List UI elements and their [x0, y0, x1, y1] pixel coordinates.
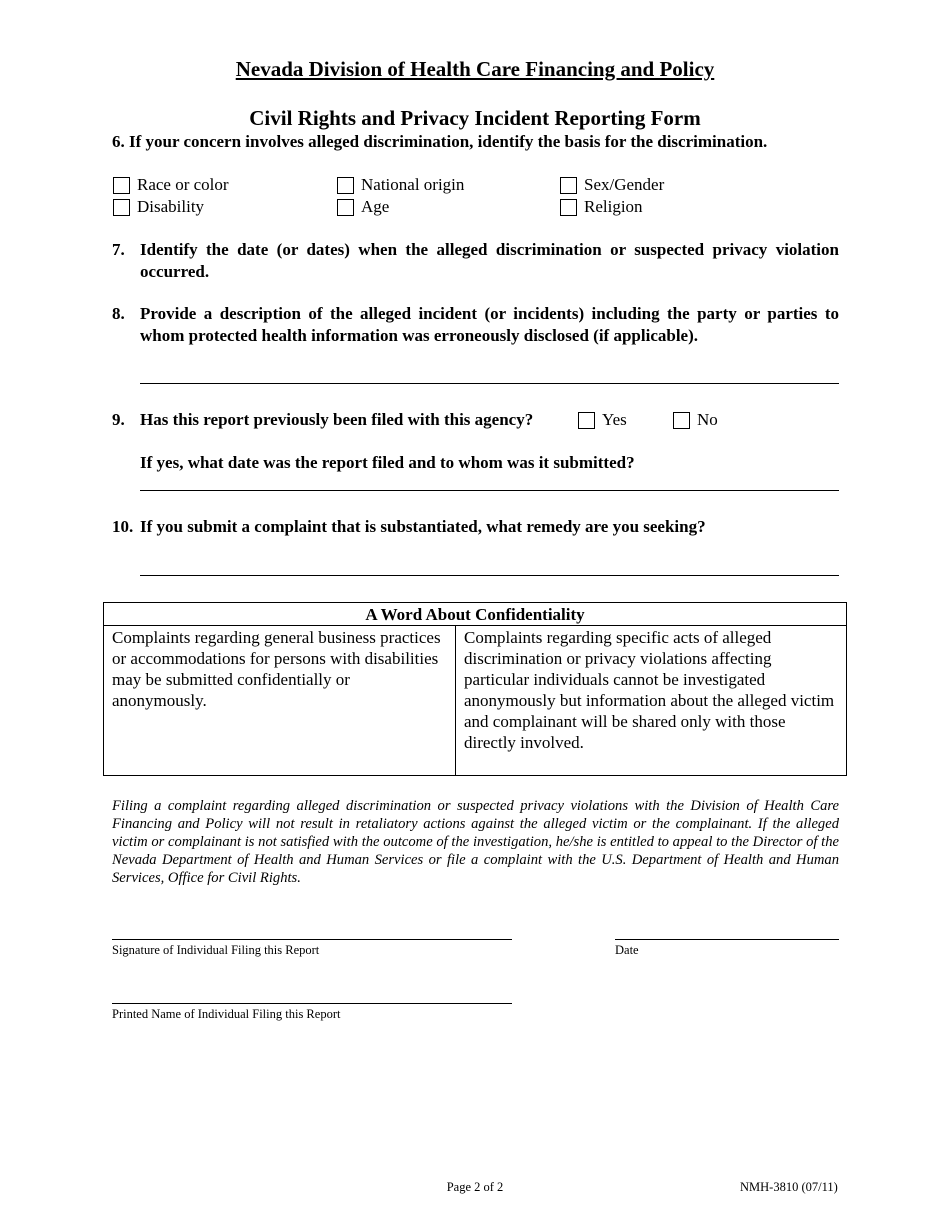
- question-9-text: Has this report previously been filed with this agency?: [140, 410, 534, 429]
- question-8-number: 8.: [112, 304, 125, 323]
- form-title: Civil Rights and Privacy Incident Reporting Form: [249, 106, 701, 130]
- confidentiality-right-cell: Complaints regarding specific acts of alleged discrimination or privacy violations affecting particular individuals cannot be investigated anonymously but information about the alleged victim and complainant will be shared only with those directly involved.: [456, 626, 847, 776]
- incident-description-line[interactable]: [140, 383, 839, 384]
- checkbox-box[interactable]: [337, 199, 354, 216]
- question-7-number: 7.: [112, 240, 125, 259]
- checkbox-sex-gender[interactable]: [560, 174, 664, 196]
- checkbox-box[interactable]: [113, 199, 130, 216]
- checkbox-label: No: [697, 410, 718, 429]
- question-6-text: 6. If your concern involves alleged discrimination, identify the basis for the discrimination.: [112, 132, 768, 151]
- disclaimer-text: Filing a complaint regarding alleged discrimination or suspected privacy violations with the Division of Health Care Financing and Policy will not result in retaliatory actions against the alleged victim or the complainant. If the alleged victim or complainant is not satisfied with the outcome of the investigation, he/she is entitled to appeal to the Director of the Nevada Department of Health and Human Services or file a complaint with the U.S. Department of Health and Human Services, Office for Civil Rights.: [112, 798, 839, 886]
- confidentiality-table: [103, 602, 847, 776]
- checkbox-national-origin[interactable]: [337, 174, 464, 196]
- checkbox-label: Disability: [137, 197, 205, 216]
- form-number: NMH-3810 (07/11): [740, 1180, 838, 1194]
- confidentiality-left-cell: Complaints regarding general business practices or accommodations for persons with disabilities may be submitted confidentially or anonymously.: [104, 626, 456, 776]
- checkbox-box[interactable]: [113, 177, 130, 194]
- printed-name-label: Printed Name of Individual Filing this Report: [112, 1007, 341, 1021]
- question-9-followup: If yes, what date was the report filed and to whom was it submitted?: [140, 453, 635, 472]
- question-10-number: 10.: [112, 517, 134, 536]
- checkbox-label: Age: [361, 197, 390, 216]
- checkbox-label: Yes: [602, 410, 627, 429]
- question-9-number: 9.: [112, 410, 125, 429]
- checkbox-yes[interactable]: [578, 409, 627, 431]
- confidentiality-title: A Word About Confidentiality: [104, 603, 847, 626]
- checkbox-religion[interactable]: [560, 196, 643, 218]
- date-line[interactable]: [615, 939, 839, 940]
- checkbox-box[interactable]: [560, 199, 577, 216]
- checkbox-box[interactable]: [673, 412, 690, 429]
- checkbox-box[interactable]: [560, 177, 577, 194]
- checkbox-age[interactable]: [337, 196, 389, 218]
- checkbox-box[interactable]: [337, 177, 354, 194]
- date-label: Date: [615, 943, 639, 957]
- printed-name-line[interactable]: [112, 1003, 512, 1004]
- question-8-text: Provide a description of the alleged incident (or incidents) including the party or parties to whom protected health information was erroneously disclosed (if applicable).: [140, 304, 839, 345]
- previous-filing-line[interactable]: [140, 490, 839, 491]
- checkbox-race-or-color[interactable]: [113, 174, 229, 196]
- question-7-text: Identify the date (or dates) when the alleged discrimination or suspected privacy violation occurred.: [140, 240, 839, 281]
- checkbox-label: Religion: [584, 197, 643, 216]
- checkbox-box[interactable]: [578, 412, 595, 429]
- checkbox-label: Sex/Gender: [584, 175, 665, 194]
- signature-line[interactable]: [112, 939, 512, 940]
- remedy-line[interactable]: [140, 575, 839, 576]
- checkbox-label: National origin: [361, 175, 465, 194]
- agency-title: Nevada Division of Health Care Financing and Policy: [235, 57, 715, 81]
- checkbox-no[interactable]: [673, 409, 718, 431]
- question-10-text: If you submit a complaint that is substantiated, what remedy are you seeking?: [140, 517, 706, 536]
- signature-label: Signature of Individual Filing this Report: [112, 943, 320, 957]
- checkbox-disability[interactable]: [113, 196, 204, 218]
- page-number: Page 2 of 2: [446, 1180, 504, 1194]
- checkbox-label: Race or color: [137, 175, 229, 194]
